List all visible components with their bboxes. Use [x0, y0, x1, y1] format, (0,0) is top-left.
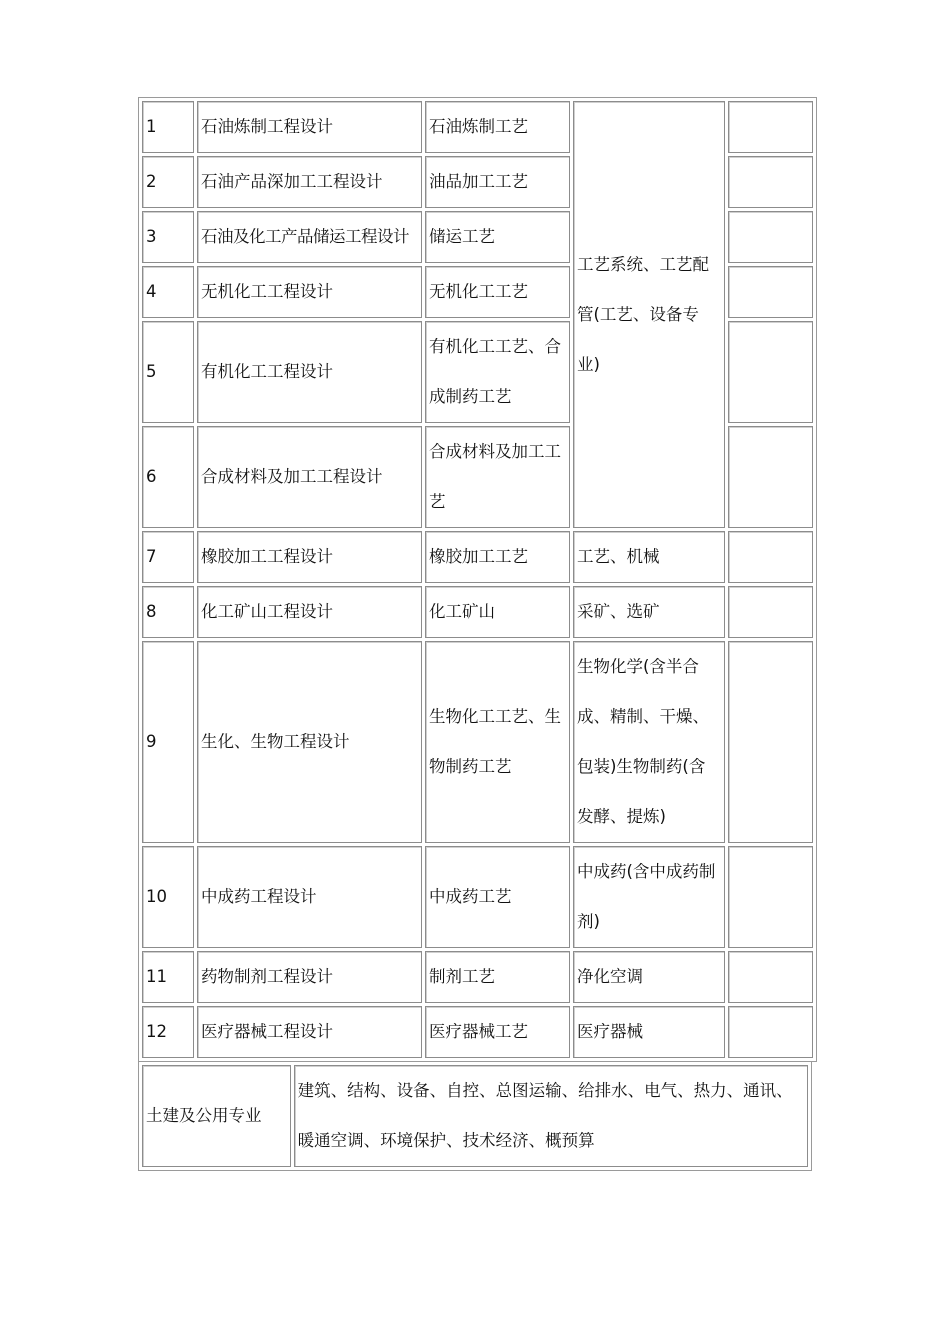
row-number: 10: [142, 846, 194, 948]
empty-cell: [728, 426, 813, 528]
process-name: 制剂工艺: [425, 951, 570, 1003]
row-number: 4: [142, 266, 194, 318]
project-name: 有机化工工程设计: [197, 321, 422, 423]
project-name: 药物制剂工程设计: [197, 951, 422, 1003]
row-number: 2: [142, 156, 194, 208]
empty-cell: [728, 951, 813, 1003]
table-row: [142, 951, 813, 1003]
footer-table: [138, 1062, 812, 1171]
footer-content: 建筑、结构、设备、自控、总图运输、给排水、电气、热力、通讯、暖通空调、环境保护、技术经济、概预算: [294, 1065, 808, 1167]
row-number: 6: [142, 426, 194, 528]
row-number: 8: [142, 586, 194, 638]
empty-cell: [728, 846, 813, 948]
major-name: 中成药(含中成药制剂): [573, 846, 725, 948]
project-name: 无机化工工程设计: [197, 266, 422, 318]
row-number: 1: [142, 101, 194, 153]
process-name: 储运工艺: [425, 211, 570, 263]
row-number: 11: [142, 951, 194, 1003]
project-name: 石油炼制工程设计: [197, 101, 422, 153]
empty-cell: [728, 531, 813, 583]
empty-cell: [728, 156, 813, 208]
qualification-table: [138, 97, 812, 1171]
row-number: 9: [142, 641, 194, 843]
table-row: [142, 641, 813, 843]
table-row: [142, 531, 813, 583]
empty-cell: [728, 641, 813, 843]
major-merged-cell: 工艺系统、工艺配管(工艺、设备专业): [573, 101, 725, 528]
empty-cell: [728, 1006, 813, 1058]
footer-row: [142, 1065, 808, 1167]
empty-cell: [728, 586, 813, 638]
process-name: 无机化工工艺: [425, 266, 570, 318]
process-name: 合成材料及加工工艺: [425, 426, 570, 528]
process-name: 石油炼制工艺: [425, 101, 570, 153]
project-name: 中成药工程设计: [197, 846, 422, 948]
table-row: [142, 101, 813, 153]
engineering-table: [138, 97, 817, 1062]
project-name: 石油及化工产品储运工程设计: [197, 211, 422, 263]
process-name: 有机化工工艺、合成制药工艺: [425, 321, 570, 423]
process-name: 医疗器械工艺: [425, 1006, 570, 1058]
table-row: [142, 1006, 813, 1058]
empty-cell: [728, 321, 813, 423]
row-number: 5: [142, 321, 194, 423]
footer-label: 土建及公用专业: [142, 1065, 291, 1167]
table-row: [142, 586, 813, 638]
empty-cell: [728, 211, 813, 263]
process-name: 中成药工艺: [425, 846, 570, 948]
project-name: 化工矿山工程设计: [197, 586, 422, 638]
major-name: 采矿、选矿: [573, 586, 725, 638]
project-name: 生化、生物工程设计: [197, 641, 422, 843]
row-number: 3: [142, 211, 194, 263]
empty-cell: [728, 266, 813, 318]
row-number: 7: [142, 531, 194, 583]
major-name: 生物化学(含半合成、精制、干燥、包装)生物制药(含发酵、提炼): [573, 641, 725, 843]
project-name: 合成材料及加工工程设计: [197, 426, 422, 528]
table-row: [142, 846, 813, 948]
empty-cell: [728, 101, 813, 153]
process-name: 生物化工工艺、生物制药工艺: [425, 641, 570, 843]
major-name: 医疗器械: [573, 1006, 725, 1058]
process-name: 化工矿山: [425, 586, 570, 638]
process-name: 橡胶加工工艺: [425, 531, 570, 583]
major-name: 净化空调: [573, 951, 725, 1003]
process-name: 油品加工工艺: [425, 156, 570, 208]
project-name: 橡胶加工工程设计: [197, 531, 422, 583]
row-number: 12: [142, 1006, 194, 1058]
major-name: 工艺、机械: [573, 531, 725, 583]
project-name: 医疗器械工程设计: [197, 1006, 422, 1058]
project-name: 石油产品深加工工程设计: [197, 156, 422, 208]
